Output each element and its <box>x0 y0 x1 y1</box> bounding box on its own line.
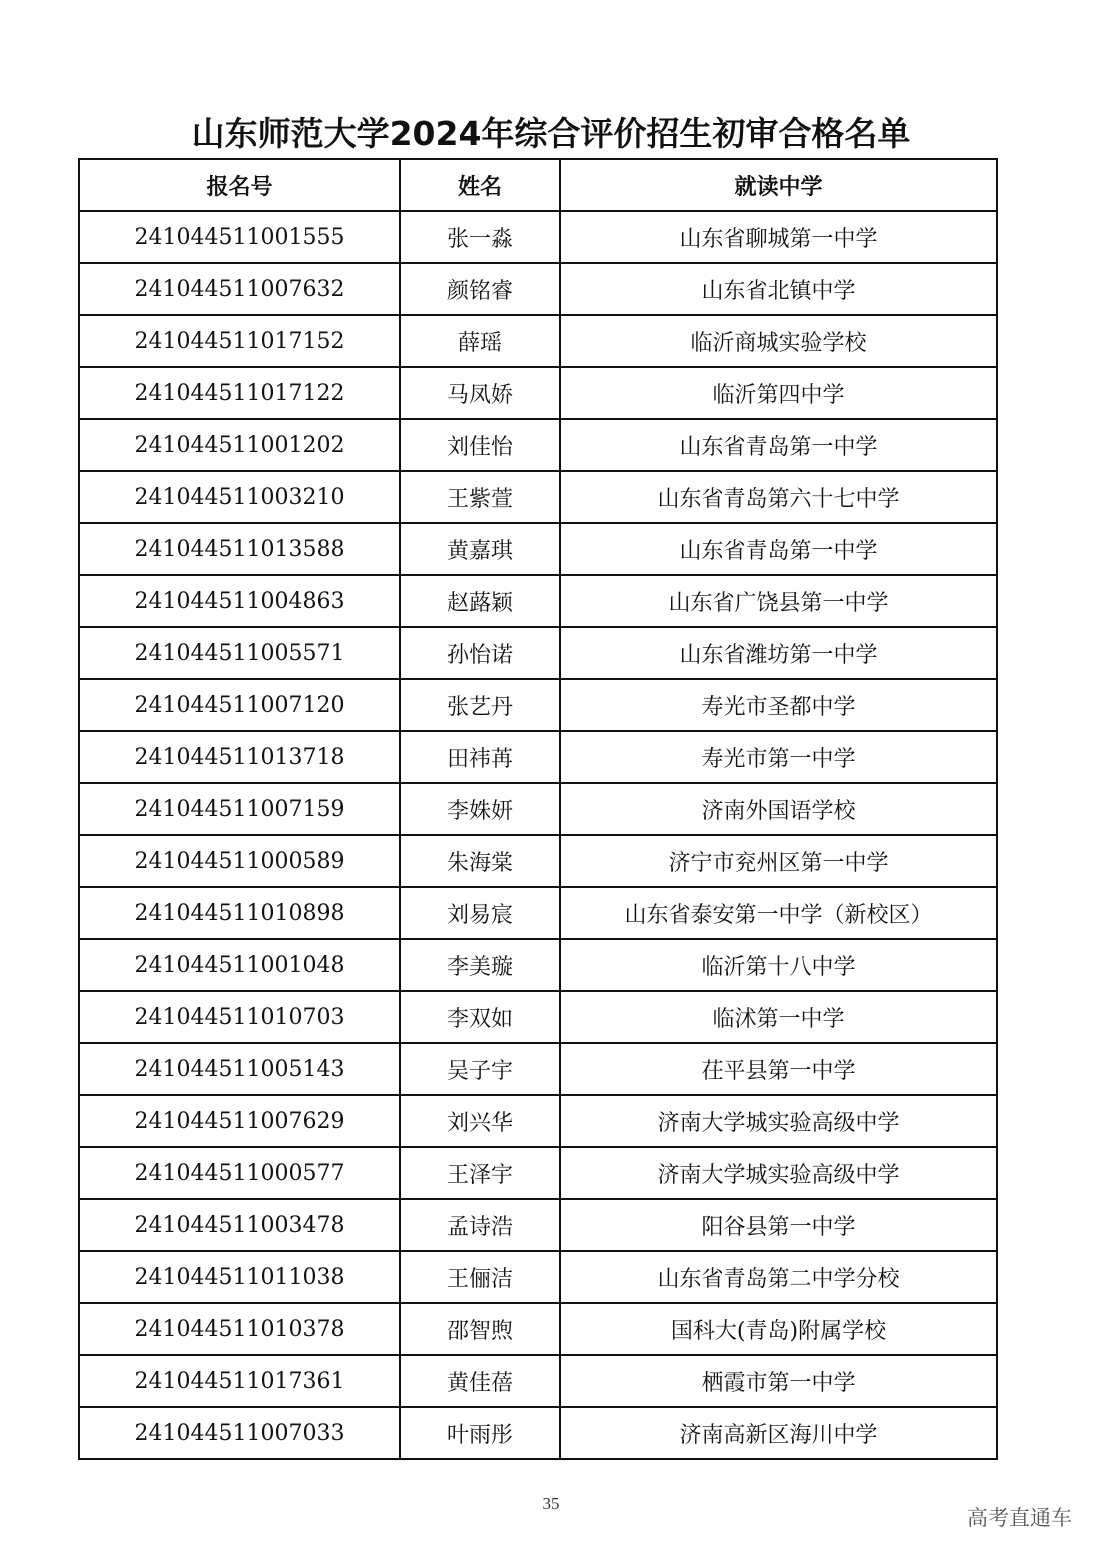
student-name-cell: 马凤娇 <box>400 367 560 419</box>
table-row <box>79 419 997 471</box>
registration-number-cell: 241044511003210 <box>79 471 400 523</box>
student-name-cell: 颜铭睿 <box>400 263 560 315</box>
table-row <box>79 263 997 315</box>
student-name-cell: 赵蕗颖 <box>400 575 560 627</box>
table-row <box>79 1199 997 1251</box>
table-row <box>79 627 997 679</box>
school-cell: 山东省青岛第一中学 <box>560 523 997 575</box>
student-name-cell: 张一淼 <box>400 211 560 263</box>
header-name: 姓名 <box>400 159 560 211</box>
registration-number-cell: 241044511000577 <box>79 1147 400 1199</box>
table-row <box>79 1251 997 1303</box>
table-row <box>79 887 997 939</box>
student-name-cell: 邵智煦 <box>400 1303 560 1355</box>
student-name-cell: 薛瑶 <box>400 315 560 367</box>
school-cell: 山东省聊城第一中学 <box>560 211 997 263</box>
table-row <box>79 211 997 263</box>
table-row <box>79 939 997 991</box>
registration-number-cell: 241044511017361 <box>79 1355 400 1407</box>
registration-number-cell: 241044511003478 <box>79 1199 400 1251</box>
school-cell: 济南大学城实验高级中学 <box>560 1147 997 1199</box>
school-cell: 寿光市圣都中学 <box>560 679 997 731</box>
student-name-cell: 黄佳蓓 <box>400 1355 560 1407</box>
school-cell: 国科大(青岛)附属学校 <box>560 1303 997 1355</box>
table-row <box>79 1147 997 1199</box>
registration-number-cell: 241044511001555 <box>79 211 400 263</box>
school-cell: 济南大学城实验高级中学 <box>560 1095 997 1147</box>
student-name-cell: 朱海棠 <box>400 835 560 887</box>
registration-number-cell: 241044511007159 <box>79 783 400 835</box>
registration-number-cell: 241044511013718 <box>79 731 400 783</box>
table-row <box>79 1355 997 1407</box>
table-row <box>79 471 997 523</box>
registration-number-cell: 241044511000589 <box>79 835 400 887</box>
student-name-cell: 张艺丹 <box>400 679 560 731</box>
school-cell: 山东省潍坊第一中学 <box>560 627 997 679</box>
school-cell: 山东省北镇中学 <box>560 263 997 315</box>
registration-number-cell: 241044511010378 <box>79 1303 400 1355</box>
student-name-cell: 李双如 <box>400 991 560 1043</box>
table-row <box>79 731 997 783</box>
student-name-cell: 王俪洁 <box>400 1251 560 1303</box>
registration-number-cell: 241044511007033 <box>79 1407 400 1459</box>
school-cell: 临沂商城实验学校 <box>560 315 997 367</box>
student-name-cell: 刘兴华 <box>400 1095 560 1147</box>
table-row <box>79 1095 997 1147</box>
page-number: 35 <box>542 1494 560 1513</box>
page-title: 山东师范大学2024年综合评价招生初审合格名单 <box>191 114 911 153</box>
table-row <box>79 575 997 627</box>
table-row <box>79 315 997 367</box>
registration-number-cell: 241044511004863 <box>79 575 400 627</box>
student-name-cell: 田祎苒 <box>400 731 560 783</box>
school-cell: 济宁市兖州区第一中学 <box>560 835 997 887</box>
student-name-cell: 黄嘉琪 <box>400 523 560 575</box>
registration-number-cell: 241044511010898 <box>79 887 400 939</box>
table-row <box>79 1043 997 1095</box>
school-cell: 济南外国语学校 <box>560 783 997 835</box>
table-row <box>79 679 997 731</box>
header-registration-number: 报名号 <box>79 159 400 211</box>
student-name-cell: 王泽宇 <box>400 1147 560 1199</box>
registration-number-cell: 241044511013588 <box>79 523 400 575</box>
school-cell: 寿光市第一中学 <box>560 731 997 783</box>
registration-number-cell: 241044511001202 <box>79 419 400 471</box>
school-cell: 阳谷县第一中学 <box>560 1199 997 1251</box>
school-cell: 山东省广饶县第一中学 <box>560 575 997 627</box>
table-body <box>79 211 997 1459</box>
student-name-cell: 孙怡诺 <box>400 627 560 679</box>
school-cell: 济南高新区海川中学 <box>560 1407 997 1459</box>
student-name-cell: 刘佳怡 <box>400 419 560 471</box>
registration-number-cell: 241044511007629 <box>79 1095 400 1147</box>
student-name-cell: 叶雨彤 <box>400 1407 560 1459</box>
registration-number-cell: 241044511007120 <box>79 679 400 731</box>
school-cell: 山东省青岛第六十七中学 <box>560 471 997 523</box>
registration-number-cell: 241044511011038 <box>79 1251 400 1303</box>
watermark: 高考直通车 <box>967 1506 1072 1530</box>
student-name-cell: 李美璇 <box>400 939 560 991</box>
table-row <box>79 835 997 887</box>
table-row <box>79 523 997 575</box>
registration-number-cell: 241044511010703 <box>79 991 400 1043</box>
school-cell: 山东省青岛第一中学 <box>560 419 997 471</box>
student-name-cell: 吴子宇 <box>400 1043 560 1095</box>
student-name-cell: 孟诗浩 <box>400 1199 560 1251</box>
school-cell: 临沂第十八中学 <box>560 939 997 991</box>
table-header-row <box>79 159 997 211</box>
student-name-cell: 李姝妍 <box>400 783 560 835</box>
header-school: 就读中学 <box>560 159 997 211</box>
table-row <box>79 1407 997 1459</box>
school-cell: 临沂第四中学 <box>560 367 997 419</box>
table-row <box>79 367 997 419</box>
school-cell: 茌平县第一中学 <box>560 1043 997 1095</box>
registration-number-cell: 241044511005571 <box>79 627 400 679</box>
table-row <box>79 1303 997 1355</box>
admission-list-table <box>78 158 998 1460</box>
student-name-cell: 王紫萱 <box>400 471 560 523</box>
student-name-cell: 刘易宸 <box>400 887 560 939</box>
registration-number-cell: 241044511017122 <box>79 367 400 419</box>
registration-number-cell: 241044511007632 <box>79 263 400 315</box>
school-cell: 山东省泰安第一中学（新校区） <box>560 887 997 939</box>
table-row <box>79 783 997 835</box>
school-cell: 临沭第一中学 <box>560 991 997 1043</box>
registration-number-cell: 241044511001048 <box>79 939 400 991</box>
table-row <box>79 991 997 1043</box>
registration-number-cell: 241044511005143 <box>79 1043 400 1095</box>
registration-number-cell: 241044511017152 <box>79 315 400 367</box>
school-cell: 山东省青岛第二中学分校 <box>560 1251 997 1303</box>
school-cell: 栖霞市第一中学 <box>560 1355 997 1407</box>
